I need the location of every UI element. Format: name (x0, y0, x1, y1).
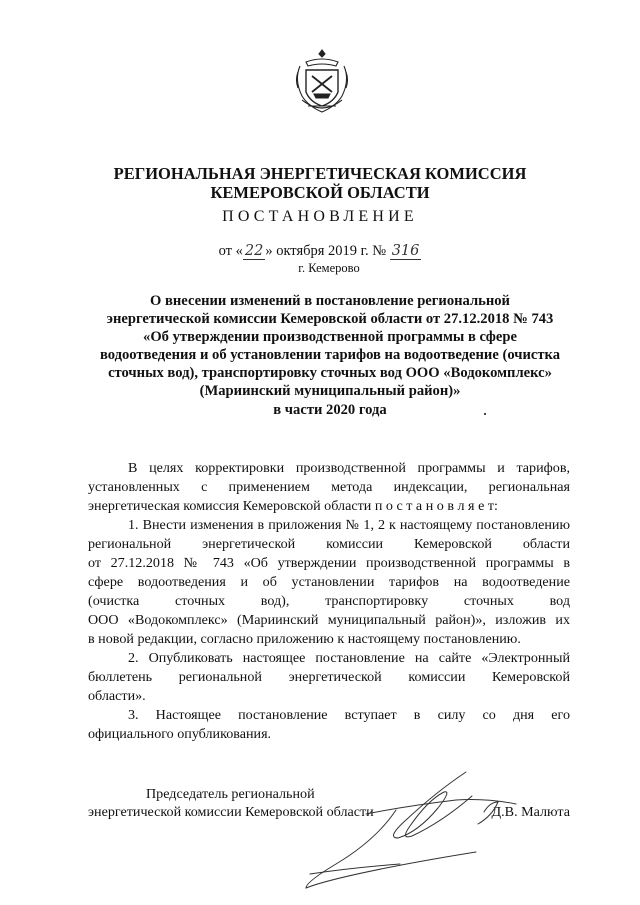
body-line: бюллетень региональной энергетической комиссии Кемеровской (88, 669, 570, 685)
body-line: В целях корректировки производственной программы и тарифов, (128, 460, 570, 476)
date-mid: » октября 2019 г. № (265, 243, 390, 259)
org-line-2: КЕМЕРОВСКОЙ ОБЛАСТИ (210, 183, 430, 202)
document-type: ПОСТАНОВЛЕНИЕ (222, 208, 418, 225)
handwritten-signature (296, 764, 536, 894)
date-line (0, 243, 640, 260)
signer-title-line-1: Председатель региональной (146, 786, 315, 802)
document-body (88, 459, 570, 744)
body-line: сфере водоотведения и об установлении тарифов на водоотведение (88, 574, 570, 590)
item-3-paragraph (88, 706, 570, 744)
stray-mark (484, 413, 486, 415)
document-number: 316 (391, 243, 420, 259)
subject-line: сточных вод), транспортировку сточных вод ООО «Водокомплекс» (108, 365, 552, 382)
subject-line: водоотведения и об установлении тарифов на водоотведение (очистка (99, 347, 561, 364)
organization-name (0, 164, 640, 202)
signer-name: Д.В. Малюта (491, 804, 570, 820)
subject-line: О внесении изменений в постановление региональной (150, 293, 510, 309)
body-line: ООО «Водокомплекс» (Мариинский муниципальный район)», изложив их (88, 612, 570, 628)
subject-line: в части 2020 года (273, 401, 387, 418)
signer-title-line-2: энергетической комиссии Кемеровской области (88, 804, 374, 820)
body-line: 1. Внести изменения в приложения № 1, 2 к настоящему постановлению (128, 517, 570, 533)
city: г. Кемерово (298, 261, 360, 275)
body-line: области». (88, 688, 146, 704)
intro-paragraph (88, 459, 570, 516)
item-2-paragraph (88, 649, 570, 706)
date-day: 22 (244, 243, 264, 259)
org-line-1: РЕГИОНАЛЬНАЯ ЭНЕРГЕТИЧЕСКАЯ КОМИССИЯ (113, 164, 527, 183)
date-prefix: от « (218, 243, 243, 259)
body-line: официального опубликования. (88, 726, 272, 742)
body-line: энергетическая комиссия Кемеровской области п о с т а н о в л я е т: (88, 498, 498, 514)
body-line: 3. Настоящее постановление вступает в силу со дня его (128, 707, 570, 723)
subject-line: «Об утверждении производственной программы в сфере (143, 329, 517, 346)
body-line: 2. Опубликовать настоящее постановление на сайте «Электронный (128, 650, 570, 666)
body-line: региональной энергетической комиссии Кемеровской области (88, 536, 570, 552)
subject-line: (Мариинский муниципальный район)» (199, 383, 461, 400)
document-subject (90, 292, 570, 419)
item-1-paragraph (88, 516, 570, 649)
body-line: в новой редакции, согласно приложению к настоящему постановлению. (88, 631, 521, 647)
body-line: установленных с применением метода индексации, региональная (88, 479, 570, 495)
body-line: (очистка сточных вод), транспортировку сточных вод (88, 593, 570, 609)
coat-of-arms-icon (292, 48, 352, 116)
subject-line: энергетической комиссии Кемеровской области от 27.12.2018 № 743 (106, 311, 554, 328)
body-line: от 27.12.2018 № 743 «Об утверждении производственной программы в (88, 555, 570, 571)
